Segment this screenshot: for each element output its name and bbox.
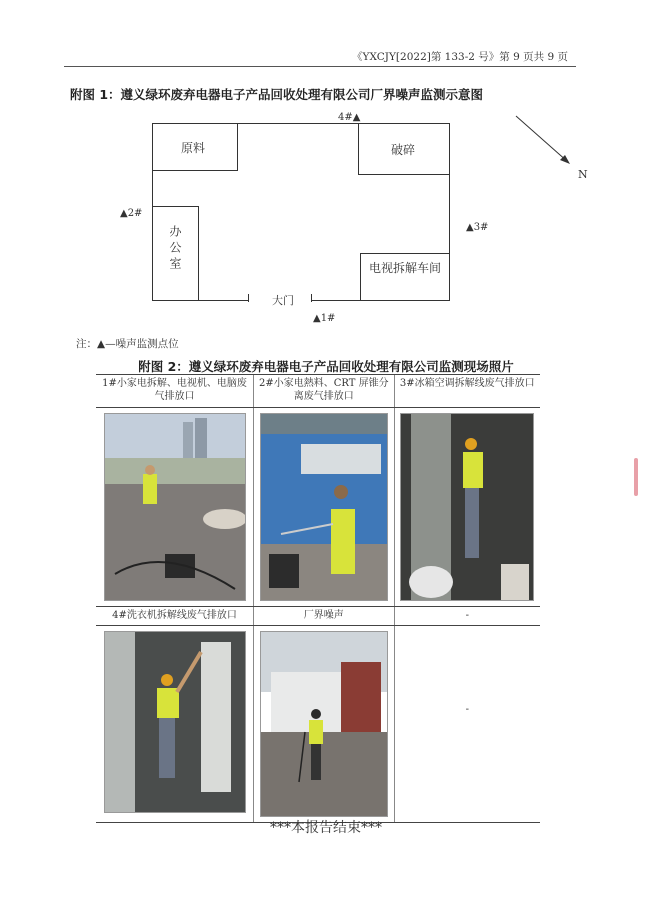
caption-3: 3#冰箱空调拆解线废气排放口 [394, 375, 540, 408]
header-divider [64, 66, 576, 67]
photo-cell-5 [254, 626, 394, 823]
photo-cell-3 [394, 408, 540, 607]
photo-5-image [260, 631, 388, 817]
figure1-title: 附图 1：遵义绿环废弃电器电子产品回收处理有限公司厂界噪声监测示意图 [70, 87, 484, 102]
caption-6: - [394, 607, 540, 626]
caption-5: 厂界噪声 [254, 607, 394, 626]
monitoring-point-4: 4#▲ [338, 112, 361, 123]
monitoring-point-1: ▲1# [313, 313, 336, 324]
photo-table [96, 374, 540, 823]
photo-cell-2 [254, 408, 394, 607]
raw-material-room: 原料 [152, 123, 238, 171]
page-reference: 《YXCJY[2022]第 133-2 号》第 9 页共 9 页 [352, 51, 568, 63]
photo-2-image [260, 413, 388, 601]
office-room: 办公室 [152, 206, 199, 301]
monitoring-point-2: ▲2# [120, 208, 143, 219]
north-label: N [578, 168, 588, 181]
photo-cell-1 [96, 408, 254, 607]
caption-1: 1#小家电拆解、电视机、电脑废气排放口 [96, 375, 254, 408]
photo-cell-4 [96, 626, 254, 823]
gate-label: 大门 [272, 294, 294, 307]
photo-3-image [400, 413, 534, 601]
report-end: ***本报告结束*** [270, 820, 382, 836]
legend-note: 注：▲—噪声监测点位 [76, 338, 179, 350]
edge-stain [634, 458, 638, 496]
photo-cell-6 [394, 626, 540, 823]
photo-1-image [104, 413, 246, 601]
crushing-room: 破碎 [358, 123, 450, 175]
empty-cell-marker: - [465, 704, 469, 715]
caption-4: 4#洗衣机拆解线废气排放口 [96, 607, 254, 626]
north-arrow-icon [512, 112, 582, 172]
monitoring-point-3: ▲3# [466, 222, 489, 233]
photo-4-image [104, 631, 246, 813]
caption-2: 2#小家电熱料、CRT 屏锥分离废气排放口 [254, 375, 394, 408]
tv-dismantling-room: 电视拆解车间 [360, 253, 450, 301]
figure2-title: 附图 2：遵义绿环废弃电器电子产品回收处理有限公司监测现场照片 [138, 359, 514, 374]
